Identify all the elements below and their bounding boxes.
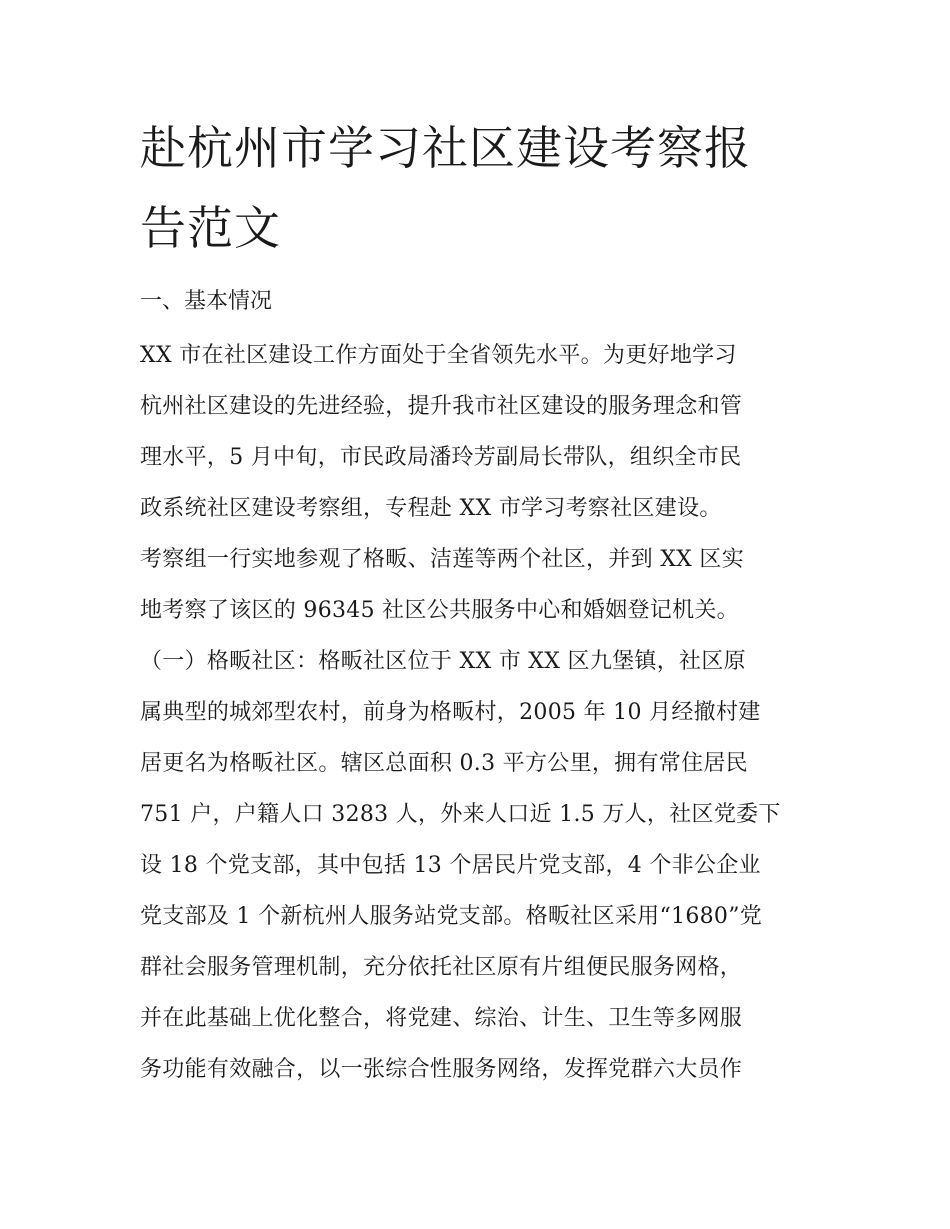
- body-line: 杭州社区建设的先进经验，提升我市社区建设的服务理念和管: [140, 394, 743, 419]
- body-line: 务功能有效融合，以一张综合性服务网络，发挥党群六大员作: [140, 1057, 743, 1082]
- body-line: 地考察了该区的 96345 社区公共服务中心和婚姻登记机关。: [140, 598, 739, 623]
- body-line: 党支部及 1 个新杭州人服务站党支部。格畈社区采用“1680”党: [140, 904, 763, 929]
- body-line: 居更名为格畈社区。辖区总面积 0.3 平方公里，拥有常住居民: [140, 751, 748, 776]
- body-paragraphs: [140, 333, 830, 1098]
- body-line: （一）格畈社区：格畈社区位于 XX 市 XX 区九堡镇，社区原: [140, 649, 746, 674]
- body-line: XX 市在社区建设工作方面处于全省领先水平。为更好地学习: [140, 343, 737, 368]
- document-title: [140, 108, 820, 268]
- body-line: 群社会服务管理机制，充分依托社区原有片组便民服务网格，: [140, 955, 743, 980]
- body-line: 政系统社区建设考察组，专程赴 XX 市学习考察社区建设。: [140, 496, 722, 521]
- body-line: 考察组一行实地参观了格畈、洁莲等两个社区，并到 XX 区实: [140, 547, 745, 572]
- body-line: 并在此基础上优化整合，将党建、综治、计生、卫生等多网服: [140, 1006, 743, 1031]
- body-line: 751 户，户籍人口 3283 人，外来人口近 1.5 万人，社区党委下: [140, 802, 781, 827]
- title-line: 赴杭州市学习社区建设考察报: [140, 121, 751, 175]
- body-line: 设 18 个党支部，其中包括 13 个居民片党支部，4 个非公企业: [140, 853, 761, 878]
- title-line: 告范文: [140, 201, 281, 255]
- body-line: 理水平，5 月中旬，市民政局潘玲芳副局长带队，组织全市民: [140, 445, 742, 470]
- section-heading: 一、基本情况: [140, 289, 273, 314]
- body-line: 属典型的城郊型农村，前身为格畈村，2005 年 10 月经撤村建: [140, 700, 761, 725]
